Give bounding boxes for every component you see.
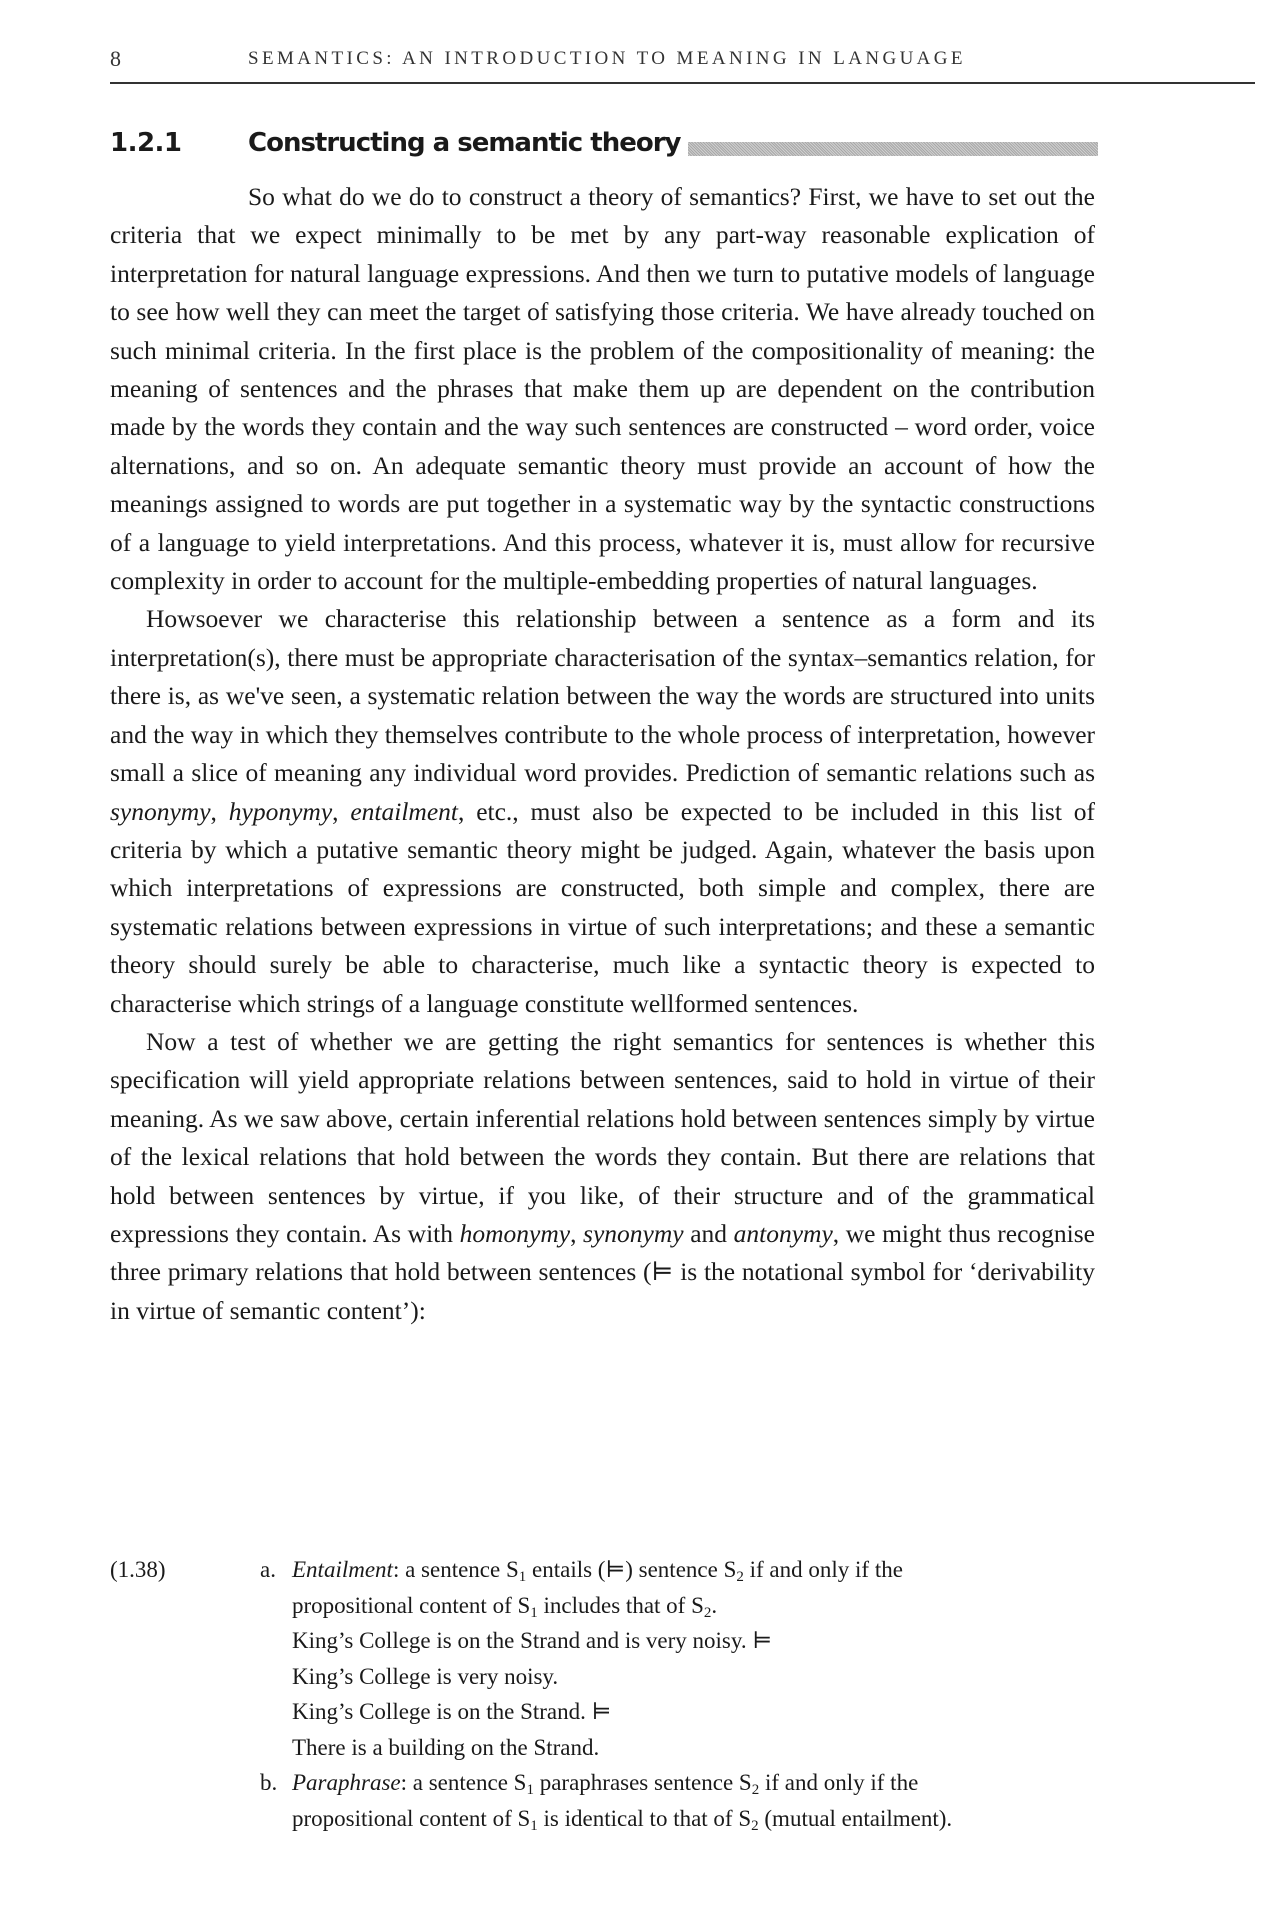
item-letter: b. <box>260 1770 278 1795</box>
italic-term: synonymy <box>110 796 211 826</box>
text-run: , <box>332 796 351 826</box>
italic-term: synonymy <box>583 1218 684 1248</box>
example-sentence: There is a building on the Strand. <box>292 1734 600 1760</box>
running-head <box>110 44 1230 84</box>
text-run: , etc., must also be expected to be included in this list of criteria by which a putative semantic theory might be judged. Again, whatever the basis upon which interpretations of expressions are constructed, both simple and complex, there are systematic relations between expressions in virtue of such interpretations; and these a semantic theory should surely be able to characterise, much like a syntactic theory is expected to characterise which strings of a language constitute wellformed sentences. <box>110 796 1096 1018</box>
text-run: , <box>210 796 229 826</box>
heading-decorative-bar <box>688 142 1098 156</box>
section-title: Constructing a semantic theory <box>248 128 681 158</box>
paragraph <box>110 600 1095 1022</box>
italic-term: antonymy <box>733 1218 833 1248</box>
item-content <box>292 1765 1112 1836</box>
definition-line-2: propositional content of $S_1$ is identical to that of $S_2$ (mutual entailment). <box>292 1805 953 1834</box>
italic-term: homonymy <box>459 1218 571 1248</box>
example-number: (1.38) <box>110 1557 166 1582</box>
section-heading <box>110 126 1120 166</box>
definition-line-1: Entailment: a sentence $S_1$ entails (⊨) sentence $S_2$ if and only if the <box>292 1557 903 1585</box>
definition-line-2: propositional content of $S_1$ includes that of $S_2$. <box>292 1592 718 1621</box>
italic-term: entailment <box>350 796 458 826</box>
example-sentence: King’s College is on the Strand. ⊨ <box>292 1699 612 1724</box>
header-rule <box>110 82 1255 84</box>
term: Entailment <box>292 1557 393 1582</box>
text-run: Howsoever we characterise this relationship between a sentence as a form and its interpretation(s), there must be appropriate characterisation of the syntax–semantics relation, for there is, as we've seen, a systematic relation between the way the words are structured into units and the way in which they themselves contribute to the whole process of interpretation, however small a slice of meaning any individual word provides. Prediction of semantic relations such as <box>110 604 1095 788</box>
italic-term: hyponymy <box>228 796 333 826</box>
item-content <box>292 1552 1112 1765</box>
body-text <box>110 178 1095 1330</box>
text-run: , <box>570 1218 584 1248</box>
text-run: , we might thus recognise three primary relations that hold between sentences (⊨ is the notational symbol for ‘derivability in virtue of semantic content’): <box>110 1218 1095 1325</box>
term: Paraphrase <box>292 1770 401 1795</box>
definition-line-1: Paraphrase: a sentence $S_1$ paraphrases sentence $S_2$ if and only if the <box>292 1770 919 1798</box>
item-letter: a. <box>260 1557 276 1582</box>
text-run: Now a test of whether we are getting the right semantics for sentences is whether this specification will yield appropriate relations between sentences, said to hold in virtue of their meaning. As we saw above, certain inferential relations hold between sentences simply by virtue of the lexical relations that hold between the words they contain. But there are relations that hold between sentences by virtue, if you like, of their structure and of the grammatical expressions they contain. As with <box>110 1026 1095 1248</box>
paragraph <box>110 178 1095 600</box>
paragraph <box>110 1023 1095 1330</box>
text-run: So what do we do to construct a theory of semantics? First, we have to set out the criteria that we expect minimally to be met by any part-way reasonable explication of interpretation for natural language expressions. And then we turn to putative models of language to see how well they can meet the target of satisfying those criteria. We have already touched on such minimal criteria. In the first place is the problem of the compositionality of meaning: the meaning of sentences and the phrases that make them up are dependent on the contribution made by the words they contain and the way such sentences are constructed – word order, voice alternations, and so on. An adequate semantic theory must provide an account of how the meanings assigned to words are put together in a systematic way by the syntactic constructions of a language to yield interpretations. And this process, whatever it is, must allow for recursive complexity in order to account for the multiple-embedding properties of natural languages. <box>110 182 1095 596</box>
text-run: and <box>683 1218 734 1248</box>
running-title: SEMANTICS: AN INTRODUCTION TO MEANING IN LANGUAGE <box>248 48 966 69</box>
example-sentence: King’s College is on the Strand and is very noisy. ⊨ <box>292 1628 773 1653</box>
page-number: 8 <box>110 46 121 71</box>
section-number: 1.2.1 <box>110 128 182 158</box>
example-sentence: King’s College is very noisy. <box>292 1663 559 1689</box>
